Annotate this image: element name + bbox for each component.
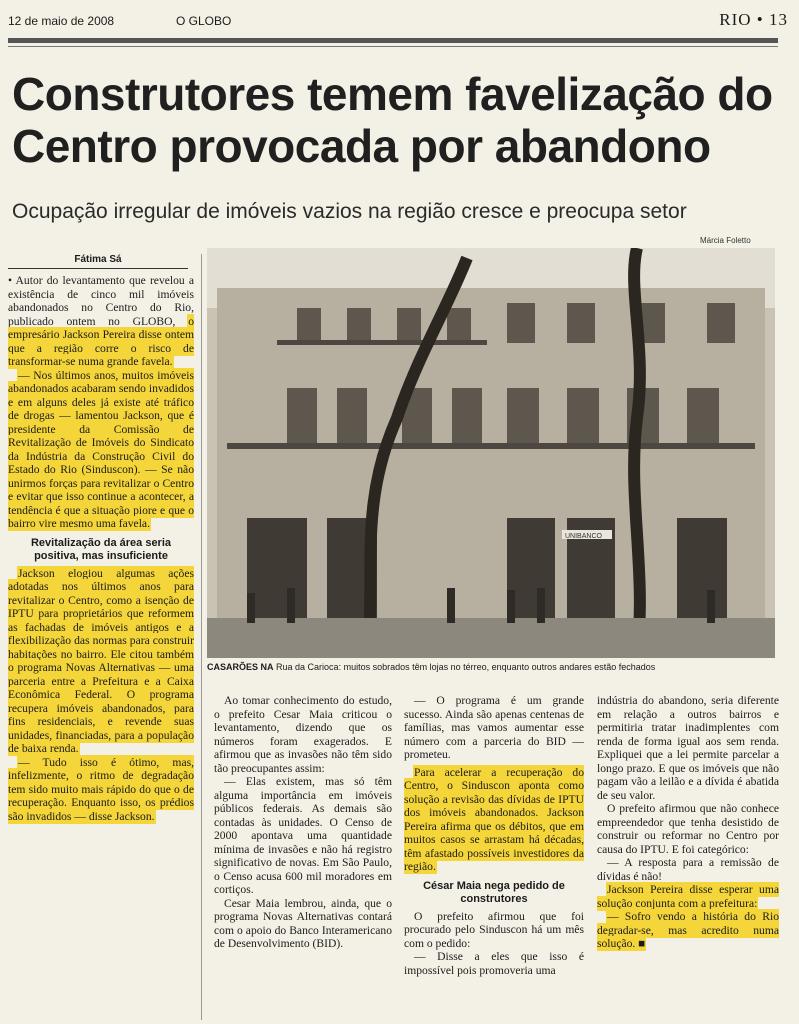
byline: Fátima Sá: [74, 254, 122, 265]
caption-text: Rua da Carioca: muitos sobrados têm lojas no térreo, enquanto outros andares estão fechados: [276, 662, 656, 672]
issue-date: 12 de maio de 2008: [8, 14, 115, 28]
intertitle: César Maia nega pedido de construtores: [423, 879, 565, 905]
paragraph: indústria do abandono, seria diferente em relação a outros bairros e permitiria tratar inadimplentes com renda de forma igual aos sem renda. Expliquei que a lei permite parcelar a longo prazo. E que os imóveis que não pagam vão a leilão e a dívida é abatida de seu valor.: [597, 694, 779, 802]
paragraph: [597, 910, 779, 951]
highlighted-text: Para acelerar a recuperação do Centro, o Sinduscon aponta como solução a revisão das dívidas de IPTU dos imóveis abandonados. Jackson Pereira afirma que os débitos, que em muitos casos se arrastam há décadas, têm afastado possíveis investidores da região.: [404, 765, 584, 873]
building-illustration: [207, 248, 775, 658]
column-1: [8, 274, 194, 823]
paragraph: Cesar Maia lembrou, ainda, que o programa Novas Alternativas contará com o apoio do Banco Interamericano de Desenvolvimento (BID).: [214, 896, 392, 950]
paragraph: [597, 883, 779, 910]
highlighted-text: Jackson Pereira disse esperar uma solução conjunta com a prefeitura:: [597, 883, 779, 910]
paragraph: — Disse a eles que isso é impossível pois promoveria uma: [404, 950, 584, 977]
paragraph: [8, 567, 194, 756]
caption-lead: CASARÕES NA: [207, 662, 274, 672]
paragraph: [404, 766, 584, 874]
column-divider: [201, 254, 202, 1020]
section-page: RIO • 13: [719, 10, 788, 29]
paragraph: Ao tomar conhecimento do estudo, o prefeito Cesar Maia criticou o levantamento, dizendo que os números foram exagerados. E afirmou que as invasões não têm sido tão preocupantes assim:: [214, 694, 392, 775]
paragraph: — O programa é um grande sucesso. Ainda são apenas centenas de famílias, mas vamos aumentar esse número com a parceria do BID — prometeu.: [404, 694, 584, 761]
highlighted-text: — Sofro vendo a história do Rio degradar-se, mas acredito numa solução. ■: [597, 910, 779, 950]
header-rule-thin: [8, 46, 778, 47]
paragraph: [8, 274, 194, 369]
store-sign: UNIBANCO: [565, 533, 602, 540]
newspaper-name: O GLOBO: [176, 14, 232, 28]
article-photo: [207, 248, 775, 658]
paragraph: [8, 756, 194, 824]
highlighted-text: Jackson elogiou algumas ações adotadas nos últimos anos para revitalizar o Centro, como a isenção de IPTU para proprietários que reformem as fachadas de imóveis antigos e a flexibilização das normas para construir habitações no bairro. Ele citou também o programa Novas Alternativas — uma parceria entre a Prefeitura e a Caixa Econômica Federal. O programa recupera imóveis abandonados, para fins residenciais, e revende suas unidades, financiadas, para a população de baixa renda.: [8, 566, 194, 755]
column-3: [404, 694, 584, 977]
photo-credit: Márcia Foletto: [700, 236, 751, 245]
byline-rule: [8, 268, 188, 269]
paragraph: — A resposta para a remissão de dívidas é não!: [597, 856, 779, 883]
highlighted-text: — Nos últimos anos, muitos imóveis abandonados acabaram sendo invadidos e em alguns deles já existe até tráfico de drogas — lamentou Jackson, que é presidente da Comissão de Revitalização de Imóveis do Sindicato da Indústria da Construção Civil do Estado do Rio (Sinduscon). — Se não unirmos forças para revitalizar o Centro e evitar que isso continue a acontecer, a tendência é que a situação piore e que o bairro vire mesmo uma favela.: [8, 368, 194, 530]
column-4: [597, 694, 779, 951]
paragraph: O prefeito afirmou que não conhece empreendedor que tenha desistido de construir ou reformar no Centro por causa do IPTU. E foi categórico:: [597, 802, 779, 856]
headline: Construtores temem favelização do Centro provocada por abandono: [12, 68, 773, 172]
page-header: [8, 10, 788, 32]
header-rule: [8, 38, 778, 43]
photo-caption: [207, 662, 775, 673]
lead-text: • Autor do levantamento que revelou a existência de cinco mil imóveis abandonados no Centro do Rio, publicado ontem no GLOBO,: [8, 274, 194, 328]
paragraph: [8, 369, 194, 531]
highlighted-text: — Tudo isso é ótimo, mas, infelizmente, o ritmo de degradação tem sido muito mais rápido do que o de recuperação. Enquanto isso, os prédios são invadidos — disse Jackson.: [8, 755, 194, 823]
paragraph: O prefeito afirmou que foi procurado pelo Sinduscon há um mês com o pedido:: [404, 909, 584, 950]
subheadline: Ocupação irregular de imóveis vazios na região cresce e preocupa setor: [12, 200, 687, 223]
paragraph: — Elas existem, mas só têm alguma importância em imóveis públicos federais. As demais são contadas às unidades. O Censo de 2000 apontava uma quantidade mínima de invasões e não há registro significativo de novas. Em São Paulo, o Censo acusa 600 mil moradores em cortiços.: [214, 775, 392, 896]
column-2: [214, 694, 392, 951]
intertitle: Revitalização da área seria positiva, mas insuficiente: [30, 536, 172, 562]
highlighted-text: o empresário Jackson Pereira disse ontem que a região corre o risco de transformar-se numa grande favela.: [8, 314, 194, 368]
